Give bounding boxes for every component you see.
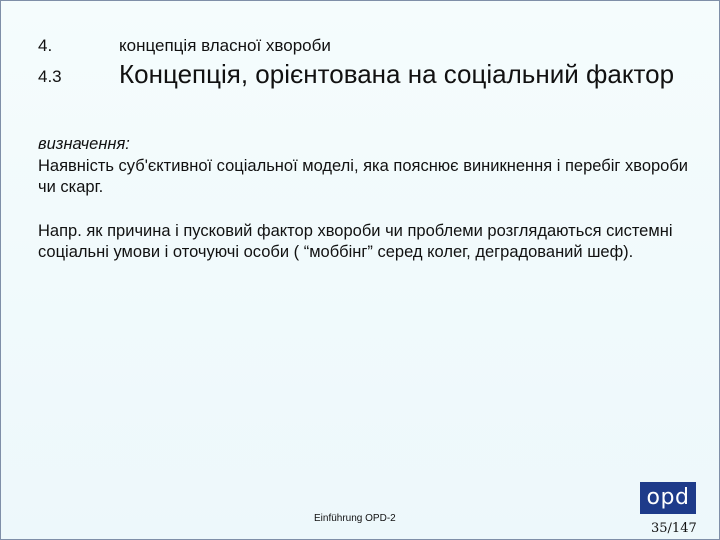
page-number: 35/147 [651, 521, 697, 536]
opd-logo [640, 482, 696, 514]
paragraph-gap [38, 199, 698, 221]
slide-body [38, 134, 698, 264]
subsection-title: Концепція, орієнтована на соціальний фактор [119, 59, 675, 89]
section-title: концепція власної хвороби [119, 36, 331, 55]
logo-text: opd [646, 485, 690, 510]
definition-text: Наявність суб'єктивної соціальної моделі, яка пояснює виникнення і перебіг хвороби чи скарг. [38, 156, 689, 196]
definition-label: визначення: [38, 135, 130, 153]
course-label: Einführung OPD-2 [314, 513, 396, 524]
example-text: Напр. як причина і пусковий фактор хвороби чи проблеми розглядаються системні соціальні умови і оточуючі особи ( “моббінг” серед колег, деградований шеф). [38, 221, 673, 261]
section-number: 4. [38, 36, 53, 55]
subsection-number: 4.3 [38, 67, 62, 86]
